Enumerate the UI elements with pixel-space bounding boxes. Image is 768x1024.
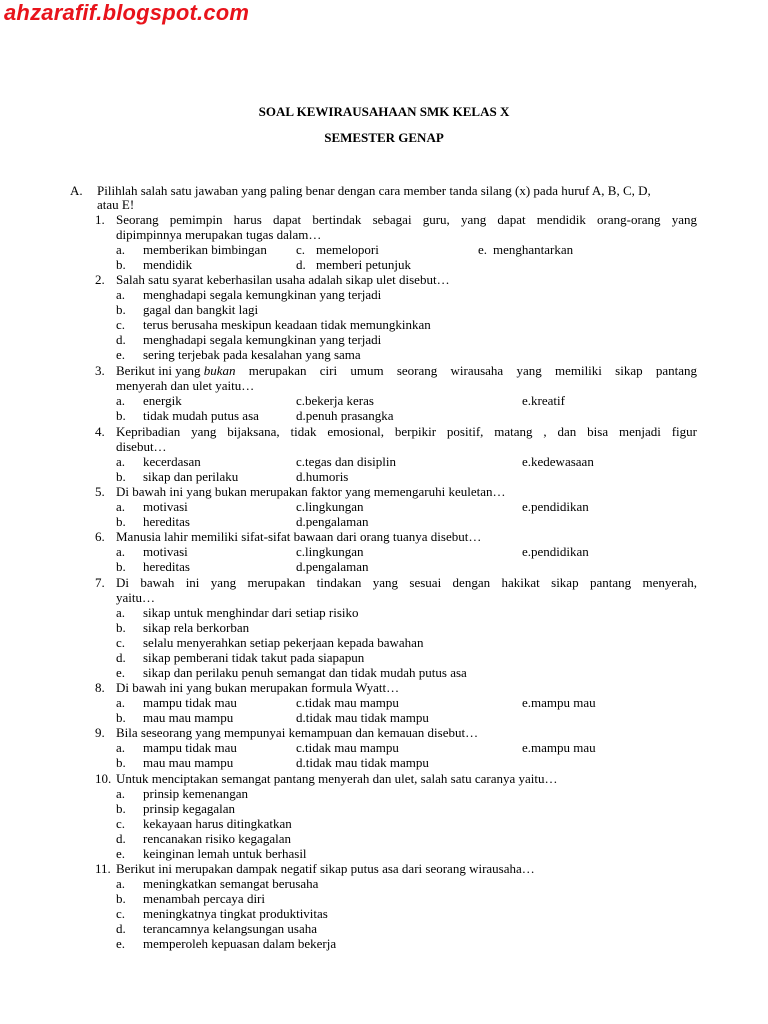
option-text: c.tidak mau mampu [296,695,399,710]
question-number: 7. [95,575,105,590]
option-letter: e. [116,347,126,362]
option-text: d.tidak mau tidak mampu [296,755,429,770]
question-text: Di bawah ini yang bukan merupakan formula Wyatt… [116,680,400,695]
question-text-cont: dipimpinnya merupakan tugas dalam… [116,227,322,242]
option-text: mendidik [143,257,193,272]
option-text: d.pengalaman [296,559,369,574]
option-text: c.tidak mau mampu [296,740,399,755]
option-letter: b. [116,710,126,725]
question-number: 8. [95,680,105,695]
instruction-text-cont: atau E! [97,197,135,212]
option-text: mau mau mampu [143,710,234,725]
option-letter: a. [116,287,126,302]
question-number: 9. [95,725,105,740]
question-text: Salah satu syarat keberhasilan usaha adalah sikap ulet disebut… [116,272,450,287]
option-letter: e. [116,936,126,951]
option-text: hereditas [143,559,190,574]
option-text: terancamnya kelangsungan usaha [143,921,317,936]
question-text: Manusia lahir memiliki sifat-sifat bawaan dari orang tuanya disebut… [116,529,482,544]
question-text: Di bawah ini yang merupakan tindakan yang sesuai dengan hakikat sikap pantang menyerah, [116,575,697,590]
option-text: memperoleh kepuasan dalam bekerja [143,936,337,951]
instruction-text: Pilihlah salah satu jawaban yang paling benar dengan cara member tanda silang (x) pada huruf A, B, C, D, [97,183,651,198]
option-letter: a. [116,242,126,257]
option-text: meningkatkan semangat berusaha [143,876,319,891]
option-text: sikap dan perilaku [143,469,239,484]
option-letter: a. [116,454,126,469]
option-text: mampu tidak mau [143,740,237,755]
question-number: 5. [95,484,105,499]
question-text: Di bawah ini yang bukan merupakan faktor yang memengaruhi keuletan… [116,484,506,499]
question-text-part: Berikut ini yang [116,363,204,378]
question-text-part: merupakan ciri umum seorang wirausaha yang memiliki sikap pantang [235,363,697,378]
option-text: sikap dan perilaku penuh semangat dan tidak mudah putus asa [143,665,467,680]
option-text: c.tegas dan disiplin [296,454,397,469]
option-letter: a. [116,605,126,620]
option-letter: b. [116,514,126,529]
question-number: 10. [95,771,112,786]
option-letter: b. [116,891,126,906]
option-text: d.tidak mau tidak mampu [296,710,429,725]
document-subtitle: SEMESTER GENAP [324,130,444,145]
option-text: memelopori [316,242,379,257]
question-number: 2. [95,272,105,287]
option-text: sikap rela berkorban [143,620,250,635]
option-letter: a. [116,393,126,408]
option-letter: e. [478,242,488,257]
option-text: terus berusaha meskipun keadaan tidak memungkinkan [143,317,431,332]
option-letter: a. [116,499,126,514]
document-title: SOAL KEWIRAUSAHAAN SMK KELAS X [258,104,510,119]
option-text: memberi petunjuk [316,257,411,272]
option-text: d.penuh prasangka [296,408,394,423]
option-text: e.mampu mau [522,695,596,710]
question-number: 3. [95,363,105,378]
option-letter: c. [116,317,126,332]
option-text: e.kedewasaan [522,454,594,469]
option-letter: a. [116,695,126,710]
question-text: Berikut ini merupakan dampak negatif sikap putus asa dari seorang wirausaha… [116,861,535,876]
option-letter: b. [116,469,126,484]
option-letter: c. [116,816,126,831]
option-text: kecerdasan [143,454,201,469]
option-text: menghadapi segala kemungkinan yang terjadi [143,332,382,347]
option-letter: b. [116,257,126,272]
option-text: e.pendidikan [522,544,589,559]
option-letter: b. [116,620,126,635]
question-number: 6. [95,529,105,544]
section-label: A. [70,183,83,198]
option-text: rencanakan risiko kegagalan [143,831,291,846]
option-text: memberikan bimbingan [143,242,267,257]
question-number: 4. [95,424,105,439]
blog-watermark: ahzarafif.blogspot.com [4,0,250,25]
option-letter: d. [296,257,306,272]
option-text: e.pendidikan [522,499,589,514]
option-text: meningkatnya tingkat produktivitas [143,906,328,921]
question-text: Bila seseorang yang mempunyai kemampuan dan kemauan disebut… [116,725,479,740]
option-text: c.lingkungan [296,499,364,514]
option-text: keinginan lemah untuk berhasil [143,846,307,861]
option-letter: c. [116,635,126,650]
option-text: sikap untuk menghindar dari setiap risiko [143,605,359,620]
option-text: prinsip kegagalan [143,801,236,816]
option-letter: e. [116,665,126,680]
option-text: prinsip kemenangan [143,786,249,801]
option-text: sering terjebak pada kesalahan yang sama [143,347,361,362]
option-letter: a. [116,876,126,891]
option-text: selalu menyerahkan setiap pekerjaan kepada bawahan [143,635,424,650]
option-letter: b. [116,302,126,317]
option-text: kekayaan harus ditingkatkan [143,816,292,831]
option-text: c.lingkungan [296,544,364,559]
question-text-cont: menyerah dan ulet yaitu… [116,378,255,393]
option-text: menambah percaya diri [143,891,265,906]
option-letter: a. [116,786,126,801]
option-text: mampu tidak mau [143,695,237,710]
question-text: Seorang pemimpin harus dapat bertindak sebagai guru, yang dapat mendidik orang-orang yang [116,212,697,227]
option-text: tidak mudah putus asa [143,408,259,423]
option-text: motivasi [143,544,188,559]
option-text: d.humoris [296,469,349,484]
question-number: 11. [95,861,111,876]
option-text: d.pengalaman [296,514,369,529]
option-letter: d. [116,650,126,665]
option-letter: b. [116,559,126,574]
question-text-cont: disebut… [116,439,167,454]
option-text: menghadapi segala kemungkinan yang terjadi [143,287,382,302]
option-letter: d. [116,332,126,347]
option-letter: d. [116,921,126,936]
option-text: motivasi [143,499,188,514]
option-text: c.bekerja keras [296,393,374,408]
option-text: hereditas [143,514,190,529]
question-text-cont: yaitu… [116,590,155,605]
option-letter: d. [116,831,126,846]
option-text: gagal dan bangkit lagi [143,302,259,317]
option-letter: a. [116,544,126,559]
option-text: energik [143,393,182,408]
option-letter: c. [116,906,126,921]
option-letter: b. [116,408,126,423]
option-letter: a. [116,740,126,755]
option-text: e.mampu mau [522,740,596,755]
option-text: mau mau mampu [143,755,234,770]
option-text: e.kreatif [522,393,565,408]
option-letter: e. [116,846,126,861]
question-text: Untuk menciptakan semangat pantang menyerah dan ulet, salah satu caranya yaitu… [116,771,558,786]
question-number: 1. [95,212,105,227]
option-letter: b. [116,755,126,770]
option-letter: b. [116,801,126,816]
question-text: Kepribadian yang bijaksana, tidak emosional, berpikir positif, matang , dan bisa menjadi figur [116,424,697,439]
question-text [116,363,697,378]
option-letter: c. [296,242,306,257]
option-text: sikap pemberani tidak takut pada siapapun [143,650,365,665]
option-text: menghantarkan [493,242,574,257]
emphasis-text: bukan [203,363,236,378]
